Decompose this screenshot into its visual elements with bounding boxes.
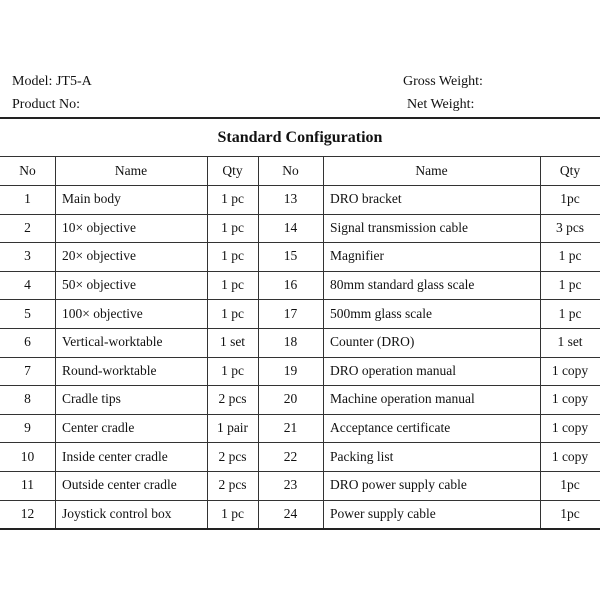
cell-name: DRO power supply cable [330,477,467,493]
cell-name: Acceptance certificate [330,420,451,436]
cell-qty: 2 pcs [218,448,247,464]
product-no-label: Product No: [12,97,81,112]
cell-no: 9 [24,420,31,436]
cell-qty: 1 copy [551,420,589,436]
cell-qty: 2 pcs [218,477,247,493]
cell-no: 7 [24,362,31,378]
cell-name: Magnifier [330,248,384,264]
cell-name: Signal transmission cable [330,219,468,235]
cell-no: 13 [283,191,298,207]
cell-qty: 1pc [560,477,580,493]
cell-no: 11 [21,477,34,493]
cell-no: 8 [24,391,31,407]
cell-qty: 1 copy [551,391,589,407]
cell-name: Vertical-worktable [62,334,163,350]
cell-name: DRO operation manual [330,362,456,378]
cell-qty: 1 set [219,334,246,350]
cell-qty: 1 pair [216,420,249,436]
cell-no: 23 [283,477,298,493]
cell-name: Main body [62,191,121,207]
cell-name: Cradle tips [62,391,121,407]
cell-name: Round-worktable [62,362,157,378]
cell-qty: 1 copy [551,448,589,464]
cell-name: Power supply cable [330,505,436,521]
table-title: Standard Configuration [0,119,600,157]
cell-name: Packing list [330,448,394,464]
cell-no: 24 [283,505,298,521]
cell-no: 21 [283,420,298,436]
cell-no: 6 [24,334,31,350]
cell-no: 12 [20,505,35,521]
cell-name: 80mm standard glass scale [330,277,475,293]
cell-no: 5 [24,305,31,321]
cell-qty: 1 pc [221,191,244,207]
column-header-qty: Qty [222,163,243,178]
column-header-no: No [282,163,299,178]
column-header-name: Name [114,163,148,178]
cell-qty: 1 pc [221,505,244,521]
cell-qty: 1 pc [221,362,244,378]
cell-qty: 3 pcs [555,219,585,235]
cell-name: DRO bracket [330,191,402,207]
column-header-qty: Qty [559,163,581,178]
column-header-name: Name [415,163,448,178]
cell-no: 1 [24,191,31,207]
cell-no: 15 [283,248,298,264]
cell-qty: 1 copy [551,362,589,378]
cell-name: Machine operation manual [330,391,475,407]
cell-qty: 1 set [557,334,583,350]
cell-no: 14 [283,219,298,235]
column-header-no: No [19,163,36,178]
cell-name: Counter (DRO) [330,334,415,350]
cell-no: 10 [20,448,35,464]
cell-no: 17 [283,305,298,321]
cell-name: Center cradle [62,420,135,436]
cell-name: 100× objective [62,305,143,321]
cell-qty: 1 pc [558,305,582,321]
cell-name: 50× objective [62,277,136,293]
cell-name: Joystick control box [62,505,172,521]
cell-name: 500mm glass scale [330,305,432,321]
cell-qty: 2 pcs [218,391,247,407]
cell-name: Outside center cradle [62,477,177,493]
cell-qty: 1pc [560,191,580,207]
cell-no: 18 [283,334,298,350]
cell-qty: 1 pc [221,305,244,321]
cell-no: 20 [283,391,298,407]
gross-weight-label: Gross Weight: [403,74,483,89]
configuration-table [0,117,600,530]
cell-no: 3 [24,248,31,264]
cell-no: 2 [24,219,31,235]
cell-name: Inside center cradle [62,448,168,464]
cell-name: 20× objective [62,248,136,264]
cell-no: 4 [24,277,31,293]
cell-qty: 1 pc [558,277,582,293]
cell-qty: 1 pc [221,219,244,235]
cell-qty: 1pc [560,505,580,521]
cell-qty: 1 pc [558,248,582,264]
cell-no: 16 [283,277,298,293]
net-weight-label: Net Weight: [407,97,475,112]
cell-qty: 1 pc [221,248,244,264]
cell-no: 22 [283,448,298,464]
model-label: Model: JT5-A [12,74,92,89]
cell-name: 10× objective [62,219,136,235]
cell-no: 19 [283,362,298,378]
cell-qty: 1 pc [221,277,244,293]
